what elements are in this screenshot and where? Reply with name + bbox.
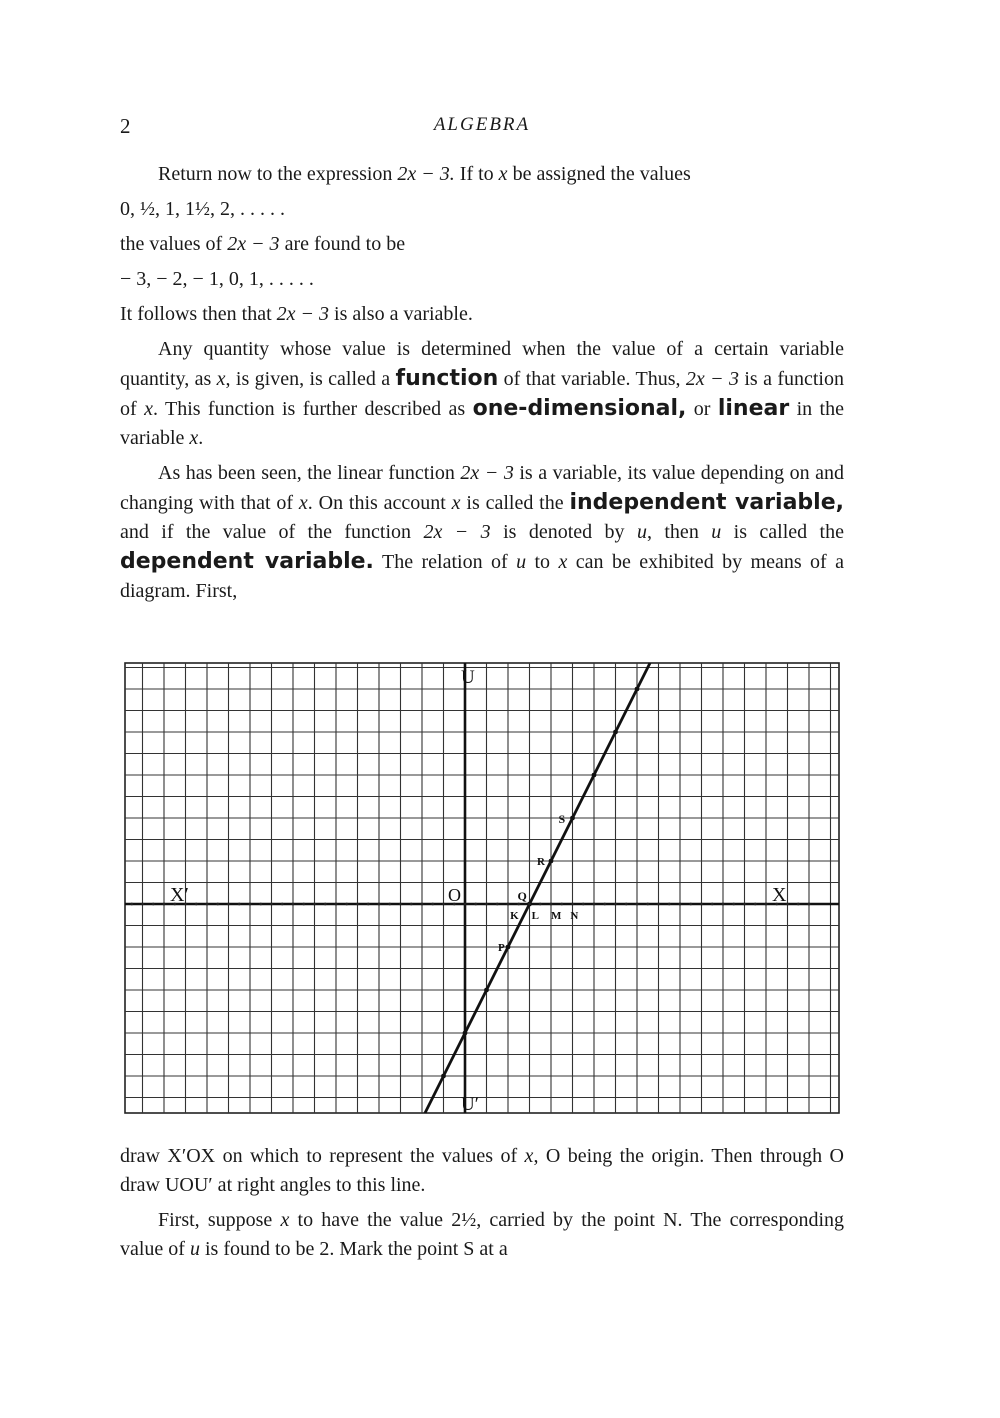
term-function: function: [395, 366, 499, 391]
graph-diagram: [120, 658, 844, 1120]
axis-point: [388, 903, 391, 906]
axis-point: [517, 903, 520, 906]
axis-point: [571, 903, 574, 906]
axis-point: [163, 903, 166, 906]
label-S: S: [558, 812, 566, 826]
axis-point: [356, 903, 359, 906]
axis-point: [808, 903, 811, 906]
term-linear: linear: [717, 396, 790, 421]
axis-point: [689, 903, 692, 906]
label-N: N: [570, 910, 579, 922]
axis-point: [206, 903, 209, 906]
axis-point: [410, 903, 413, 906]
paragraph-4: Any quantity whose value is determined when the value of a certain variable quantity, as x, is given, is called a function of that variable. Thus, 2x − 3 is a function of x. This function is further described as one-dimensional, or linear in the variable x.: [120, 338, 844, 449]
axis-point: [582, 903, 585, 906]
axis-point: [528, 903, 531, 906]
axis-point: [496, 903, 499, 906]
line-point: [592, 773, 597, 778]
label-X-prime: X′: [170, 884, 189, 906]
axis-point: [367, 903, 370, 906]
axis-point: [345, 903, 348, 906]
graph-frame: [125, 663, 839, 1113]
axis-point: [281, 903, 284, 906]
term-one-dimensional: one-dimensional,: [472, 396, 687, 421]
running-head: ALGEBRA: [433, 114, 531, 135]
axis-point: [485, 903, 488, 906]
line-point: [441, 1074, 446, 1079]
axis-point: [646, 903, 649, 906]
paragraph-1: Return now to the expression 2x − 3. If to x be assigned the values: [158, 163, 691, 185]
axis-point: [421, 903, 424, 906]
axis-point: [507, 903, 510, 906]
axis-point: [195, 903, 198, 906]
axis-point: [679, 903, 682, 906]
label-X: X: [772, 884, 787, 906]
axis-point: [152, 903, 155, 906]
term-dependent-variable: dependent variable.: [120, 549, 374, 574]
axis-point: [259, 903, 262, 906]
label-O: O: [448, 885, 461, 905]
text-block-bottom: [120, 1142, 844, 1264]
line-point: [506, 945, 511, 950]
axis-point: [324, 903, 327, 906]
label-M: M: [551, 910, 562, 922]
axis-point: [227, 903, 230, 906]
paragraph-6: draw X′OX on which to represent the values of x, O being the origin. Then through O draw UOU′ at right angles to this line.: [120, 1145, 844, 1196]
axis-point: [625, 903, 628, 906]
axis-point: [797, 903, 800, 906]
axis-point: [399, 903, 402, 906]
paragraph-3: It follows then that 2x − 3 is also a variable.: [120, 303, 473, 325]
axis-point: [732, 903, 735, 906]
label-Q: Q: [517, 889, 527, 903]
page-number: 2: [120, 114, 131, 138]
axis-point: [292, 903, 295, 906]
axis-point: [743, 903, 746, 906]
axis-point: [700, 903, 703, 906]
values-of-x: 0, ½, 1, 1½, 2, . . . . .: [120, 198, 285, 220]
axis-point: [216, 903, 219, 906]
axis-point: [711, 903, 714, 906]
axis-point: [539, 903, 542, 906]
axis-point: [141, 903, 144, 906]
line-point: [613, 730, 618, 735]
axis-point: [335, 903, 338, 906]
axis-point: [657, 903, 660, 906]
axis-point: [378, 903, 381, 906]
axis-point: [238, 903, 241, 906]
axis-point: [765, 903, 768, 906]
label-U-prime: U′: [461, 1094, 479, 1115]
axis-point: [636, 903, 639, 906]
axis-point: [786, 903, 789, 906]
values-of-u: − 3, − 2, − 1, 0, 1, . . . . .: [120, 268, 314, 290]
axis-point: [560, 903, 563, 906]
label-R: R: [537, 856, 545, 868]
paragraph-2: the values of 2x − 3 are found to be: [120, 233, 406, 255]
axis-point: [464, 903, 467, 906]
label-U: U: [461, 667, 475, 688]
axis-point: [754, 903, 757, 906]
label-P: P: [498, 942, 505, 954]
axis-point: [593, 903, 596, 906]
axis-point: [249, 903, 252, 906]
axis-point: [313, 903, 316, 906]
paragraph-5: As has been seen, the linear function 2x − 3 is a variable, its value depending on and changing with that of x. On this account x is called the independent variable, and if the value of the function 2x − 3 is denoted by u, then u is called the dependent variable. The relation of u to x can be exhibited by means of a diagram. First,: [120, 462, 845, 602]
label-L: L: [531, 910, 539, 922]
label-K: K: [510, 910, 519, 922]
term-independent-variable: independent variable,: [569, 490, 844, 515]
page-header: [120, 114, 844, 144]
graph-svg: [120, 658, 844, 1120]
text-block-top: [120, 160, 844, 606]
axis-point: [130, 903, 133, 906]
line-point: [570, 816, 575, 821]
line-point: [635, 687, 640, 692]
line-point: [484, 988, 489, 993]
axis-point: [603, 903, 606, 906]
line-point: [463, 1031, 468, 1036]
axis-point: [270, 903, 273, 906]
axis-point: [550, 903, 553, 906]
axis-point: [722, 903, 725, 906]
axis-point: [431, 903, 434, 906]
line-point: [549, 859, 554, 864]
axis-point: [668, 903, 671, 906]
axis-point: [442, 903, 445, 906]
axis-point: [302, 903, 305, 906]
paragraph-7: First, suppose x to have the value 2½, carried by the point N. The corresponding value of u is found to be 2. Mark the point S at a: [120, 1209, 844, 1260]
axis-point: [474, 903, 477, 906]
axis-point: [614, 903, 617, 906]
